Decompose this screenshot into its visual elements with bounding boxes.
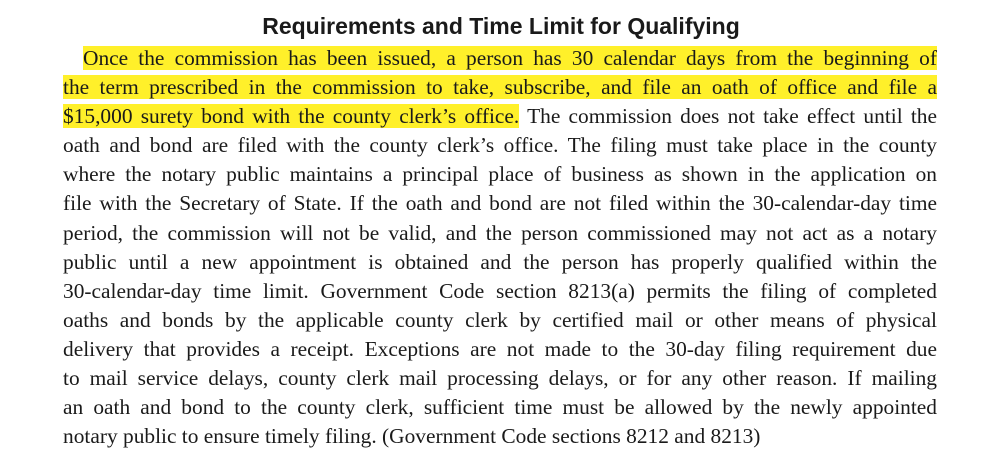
paragraph-line bbox=[63, 393, 937, 422]
line-text: period, the commission will not be valid, and the person commissioned may not act as a notary bbox=[63, 220, 937, 245]
paragraph-line bbox=[63, 219, 937, 248]
paragraph-line bbox=[63, 335, 937, 364]
paragraph-line bbox=[63, 131, 937, 160]
section-heading: Requirements and Time Limit for Qualifying bbox=[262, 13, 740, 39]
line-text: file with the Secretary of State. If the oath and bond are not filed within the 30-calendar-day time bbox=[63, 191, 937, 216]
line-text: an oath and bond to the county clerk, sufficient time must be allowed by the newly appointed bbox=[63, 395, 937, 420]
line-text: oath and bond are filed with the county clerk’s office. The filing must take place in the county bbox=[63, 133, 937, 158]
line-text: delivery that provides a receipt. Exceptions are not made to the 30-day filing requirement due bbox=[63, 336, 937, 361]
body-paragraph bbox=[63, 44, 937, 451]
paragraph-line bbox=[63, 364, 937, 393]
highlighted-text: Once the commission has been issued, a person has 30 calendar days from the beginning of bbox=[83, 46, 937, 70]
paragraph-line bbox=[63, 160, 937, 189]
line-text: to mail service delays, county clerk mail processing delays, or for any other reason. If mailing bbox=[63, 366, 937, 391]
paragraph-line bbox=[63, 277, 937, 306]
paragraph-line bbox=[63, 189, 937, 218]
line-text: The commission does not take effect until the bbox=[519, 104, 937, 129]
line-text: oaths and bonds by the applicable county clerk by certified mail or other means of physical bbox=[63, 307, 937, 332]
line-text: where the notary public maintains a principal place of business as shown in the application on bbox=[63, 162, 937, 187]
paragraph-line bbox=[63, 248, 937, 277]
line-text: 30-calendar-day time limit. Government Code section 8213(a) permits the filing of completed bbox=[63, 278, 937, 303]
line-text: public until a new appointment is obtained and the person has properly qualified within the bbox=[63, 249, 937, 274]
paragraph-line bbox=[63, 422, 937, 451]
highlighted-text: $15,000 surety bond with the county clerk’s office. bbox=[63, 104, 520, 129]
paragraph-line bbox=[63, 102, 937, 131]
paragraph-line bbox=[63, 73, 937, 102]
highlighted-text: the term prescribed in the commission to take, subscribe, and file an oath of office and file a bbox=[63, 75, 937, 100]
paragraph-line bbox=[63, 44, 937, 73]
line-text: notary public to ensure timely filing. (Government Code sections 8212 and 8213) bbox=[63, 424, 761, 449]
paragraph-line bbox=[63, 306, 937, 335]
